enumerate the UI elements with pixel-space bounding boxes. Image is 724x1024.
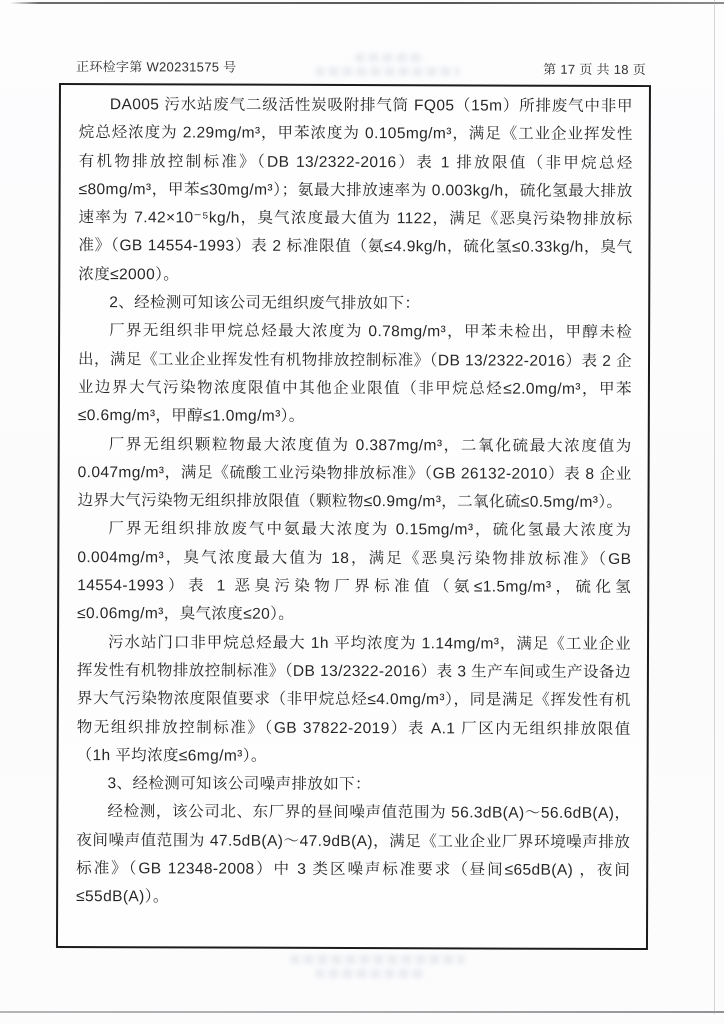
body-paragraph: 2、经检测可知该公司无组织废气排放如下： <box>109 294 421 313</box>
page-indicator: 第 17 页 共 18 页 <box>543 61 647 78</box>
body-paragraph: 经检测，该公司北、东厂界的昼间噪声值范围为 56.3dB(A)～56.6dB(A)，夜间噪声值范围为 47.5dB(A)～47.9dB(A)，满足《工业企业厂界环境噪声排放标准》（GB 12348-2008）中 3 类区噪声标准要求（昼间≤65dB(A) ，夜间≤55dB(A)）。 <box>76 803 631 906</box>
body-paragraph: 厂界无组织颗粒物最大浓度值为 0.387mg/m³，二氧化硫最大浓度值为 0.047mg/m³，满足《硫酸工业污染物排放标准》（GB 26132-2010）表 8 企业边界大气污染物无组织排放限值（颗粒物≤0.9mg/m³，二氧化硫≤0.5mg/m³）。 <box>77 435 632 512</box>
body-paragraph: 污水站门口非甲烷总烃最大 1h 平均浓度为 1.14mg/m³，满足《工业企业挥发性有机物排放控制标准》（DB 13/2322-2016）表 3 生产车间或生产设备边界大气污染物浓度限值要求（非甲烷总烃≤4.0mg/m³），同是满足《挥发性有机物无组织排放控制标准》（GB 37822-2019）表 A.1 厂区内无组织排放限值（1h 平均浓度≤6mg/m³）。 <box>76 633 632 765</box>
document-number: 正环检字第 W20231575 号 <box>76 59 237 75</box>
body-paragraph: 厂界无组织非甲烷总烃最大浓度为 0.78mg/m³，甲苯未检出，甲醇未检出，满足《工业企业挥发性有机物排放控制标准》（DB 13/2322-2016）表 2 企业边界大气污染物浓度限值中其他企业限值（非甲烷总烃≤2.0mg/m³，甲苯≤0.6mg/m³，甲醇≤1.0mg/m³）。 <box>77 322 633 426</box>
body-paragraph: DA005 污水站废气二级活性炭吸附排气筒 FQ05（15m）所排废气中非甲烷总烃浓度为 2.29mg/m³，甲苯浓度为 0.105mg/m³，满足《工业企业挥发性有机物排放控制标准》（DB 13/2322-2016）表 1 排放限值（非甲烷总烃≤80mg/m³，甲苯≤30mg/m³）；氨最大排放速率为 0.003kg/h，硫化氢最大排放速率为 7.42×10⁻⁵kg/h，臭气浓度最大值为 1122，满足《恶臭污染物排放标准》（GB 14554-1993）表 2 标准限值（氨≤4.9kg/h，硫化氢≤0.33kg/h，臭气浓度≤2000）。 <box>78 96 633 284</box>
content-border-box <box>56 83 651 950</box>
body-paragraph: 3、经检测可知该公司噪声排放如下： <box>107 775 371 794</box>
body-paragraph: 厂界无组织排放废气中氨最大浓度为 0.15mg/m³，硫化氢最大浓度为 0.004mg/m³，臭气浓度最大值为 18，满足《恶臭污染物排放标准》（GB 14554-1993）表 1 恶臭污染物厂界标准值（氨≤1.5mg/m³，硫化氢≤0.06mg/m³，臭气浓度≤20）。 <box>77 520 632 624</box>
